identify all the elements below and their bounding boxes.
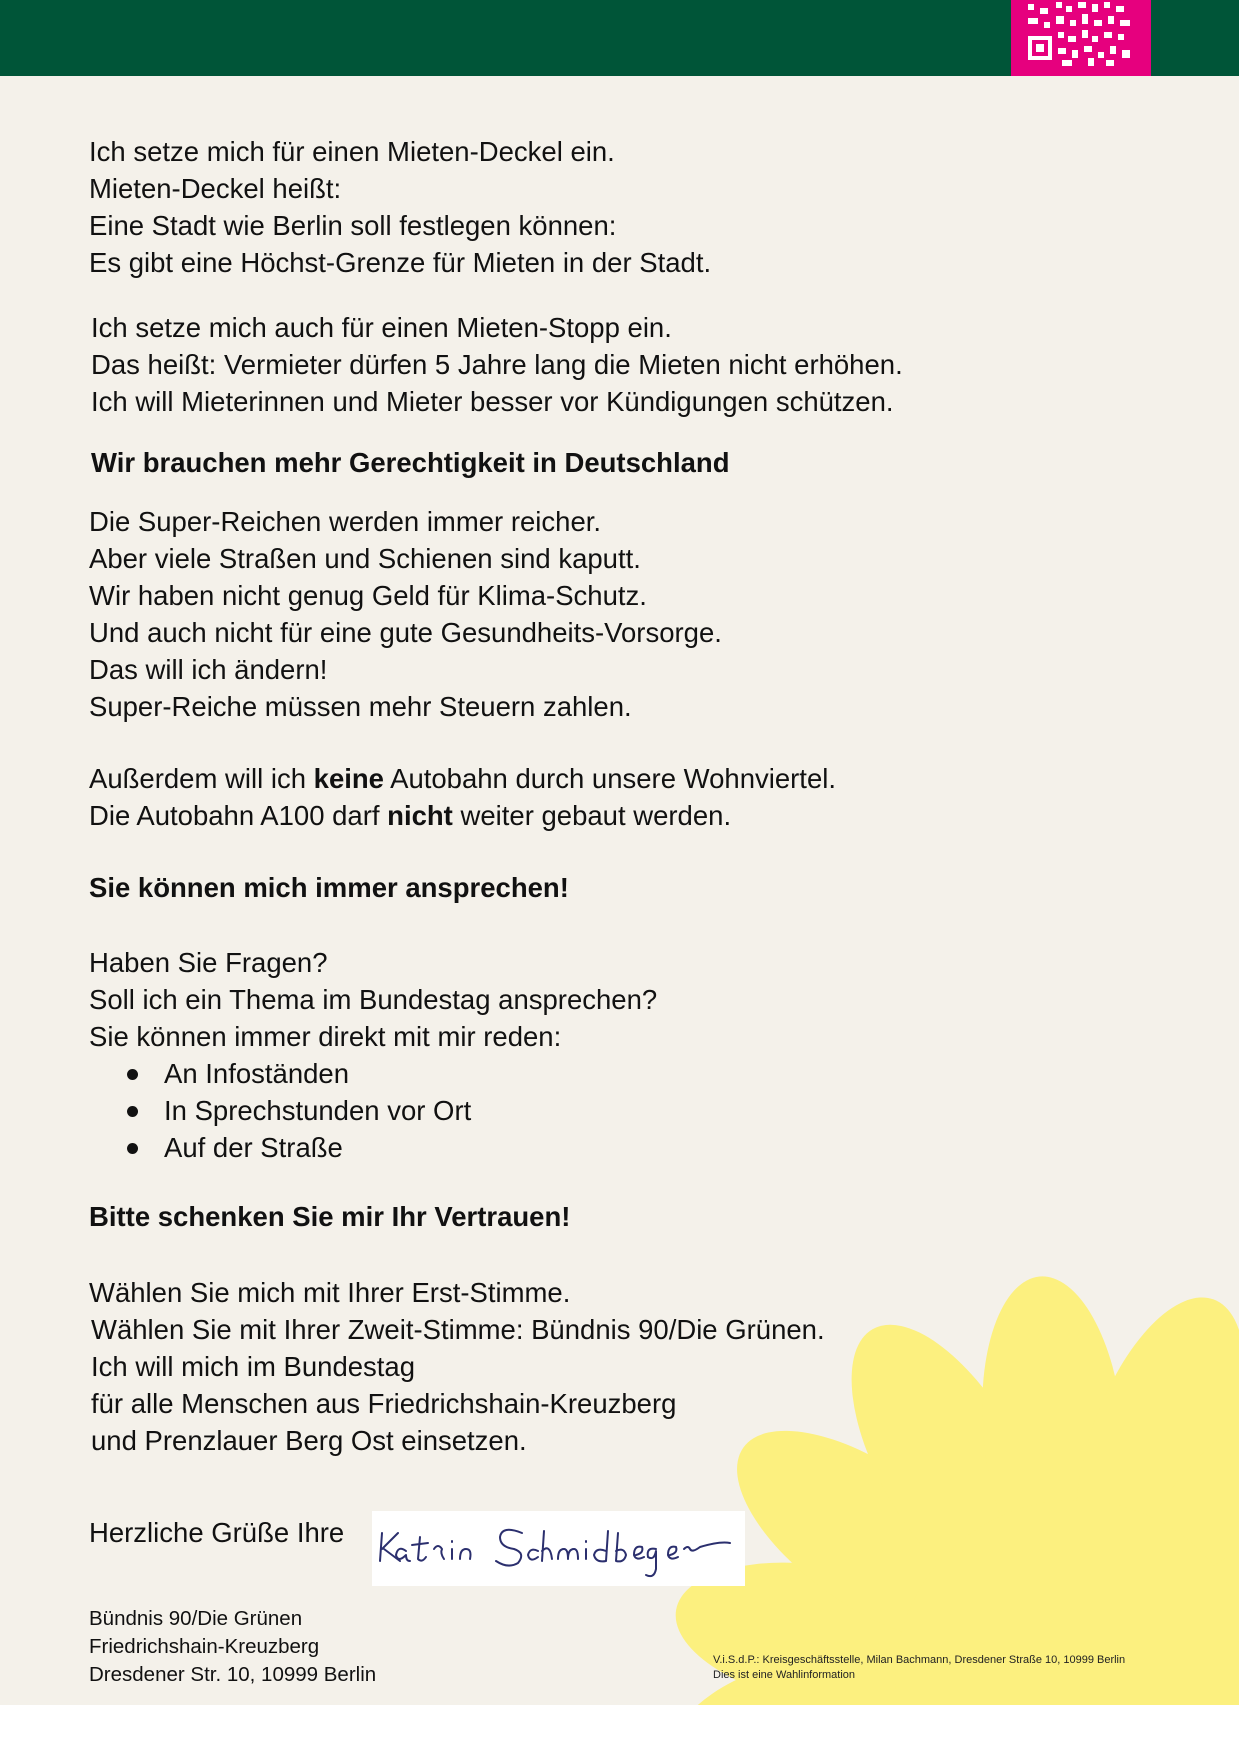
text-line: für alle Menschen aus Friedrichshain-Kreuzberg (91, 1388, 677, 1419)
list-item (89, 1092, 471, 1129)
text-line: Ich will Mieterinnen und Mieter besser vor Kündigungen schützen. (91, 386, 894, 417)
paragraph-mietenstopp (91, 309, 1091, 420)
text-line: Sie können immer direkt mit mir reden: (89, 1021, 562, 1052)
text-line (89, 760, 1089, 797)
imprint-line: Dies ist eine Wahlinformation (713, 1669, 856, 1681)
text-line: Wählen Sie mich mit Ihrer Erst-Stimme. (89, 1277, 571, 1308)
qr-code[interactable] (1011, 0, 1151, 76)
text-line: Und auch nicht für eine gute Gesundheits-Vorsorge. (89, 617, 722, 648)
text-line: Es gibt eine Höchst-Grenze für Mieten in der Stadt. (89, 247, 712, 278)
list-item-label: Auf der Straße (164, 1132, 343, 1163)
emphasis-keine: keine (313, 763, 384, 794)
heading-gerechtigkeit: Wir brauchen mehr Gerechtigkeit in Deutschland (91, 447, 730, 478)
text-run: Außerdem will ich (89, 763, 314, 794)
signature (372, 1511, 745, 1586)
text-line: Das will ich ändern! (89, 654, 328, 685)
text-line: Ich will mich im Bundestag (91, 1351, 416, 1382)
signature-icon (372, 1511, 745, 1586)
paragraph-fragen (89, 944, 1089, 1055)
text-line: Super-Reiche müssen mehr Steuern zahlen. (89, 691, 632, 722)
heading-vertrauen: Bitte schenken Sie mir Ihr Vertrauen! (89, 1201, 571, 1232)
paragraph-gerechtigkeit (89, 503, 1089, 725)
bullet-icon (127, 1143, 138, 1154)
text-line: Haben Sie Fragen? (89, 947, 328, 978)
text-line: Das heißt: Vermieter dürfen 5 Jahre lang die Mieten nicht erhöhen. (91, 349, 903, 380)
list-item-label: In Sprechstunden vor Ort (164, 1095, 472, 1126)
text-run: Die Autobahn A100 darf (89, 800, 388, 831)
qr-code-icon (1026, 0, 1136, 66)
text-line (89, 797, 1089, 834)
paragraph-autobahn (89, 760, 1089, 834)
list-item (89, 1055, 471, 1092)
paragraph-mietendeckel (89, 133, 1089, 281)
emphasis-nicht: nicht (387, 800, 453, 831)
text-line: Ich setze mich für einen Mieten-Deckel ein. (89, 136, 615, 167)
address-line: Bündnis 90/Die Grünen (89, 1607, 303, 1630)
bullet-icon (127, 1106, 138, 1117)
text-line: Wählen Sie mit Ihrer Zweit-Stimme: Bündnis 90/Die Grünen. (91, 1314, 825, 1345)
text-line: und Prenzlauer Berg Ost einsetzen. (91, 1425, 527, 1456)
text-line: Soll ich ein Thema im Bundestag ansprechen? (89, 984, 658, 1015)
bullet-icon (127, 1069, 138, 1080)
contact-list (89, 1055, 471, 1166)
list-item (89, 1129, 471, 1166)
text-line: Eine Stadt wie Berlin soll festlegen können: (89, 210, 617, 241)
text-line: Herzliche Grüße Ihre (89, 1517, 345, 1548)
text-line: Ich setze mich auch für einen Mieten-Stopp ein. (91, 312, 672, 343)
imprint (713, 1653, 1125, 1683)
text-run: Autobahn durch unsere Wohnviertel. (383, 763, 836, 794)
heading-ansprechen: Sie können mich immer ansprechen! (89, 872, 569, 903)
sender-address (89, 1605, 376, 1689)
text-line: Wir haben nicht genug Geld für Klima-Schutz. (89, 580, 647, 611)
imprint-line: V.i.S.d.P.: Kreisgeschäftsstelle, Milan Bachmann, Dresdener Straße 10, 10999 Berlin (713, 1654, 1126, 1666)
paragraph-waehlen (89, 1274, 1089, 1459)
address-line: Friedrichshain-Kreuzberg (89, 1635, 320, 1658)
list-item-label: An Infoständen (164, 1058, 350, 1089)
text-line: Die Super-Reichen werden immer reicher. (89, 506, 602, 537)
text-line: Aber viele Straßen und Schienen sind kaputt. (89, 543, 641, 574)
text-line: Mieten-Deckel heißt: (89, 173, 342, 204)
text-run: weiter gebaut werden. (452, 800, 732, 831)
address-line: Dresdener Str. 10, 10999 Berlin (89, 1663, 377, 1686)
